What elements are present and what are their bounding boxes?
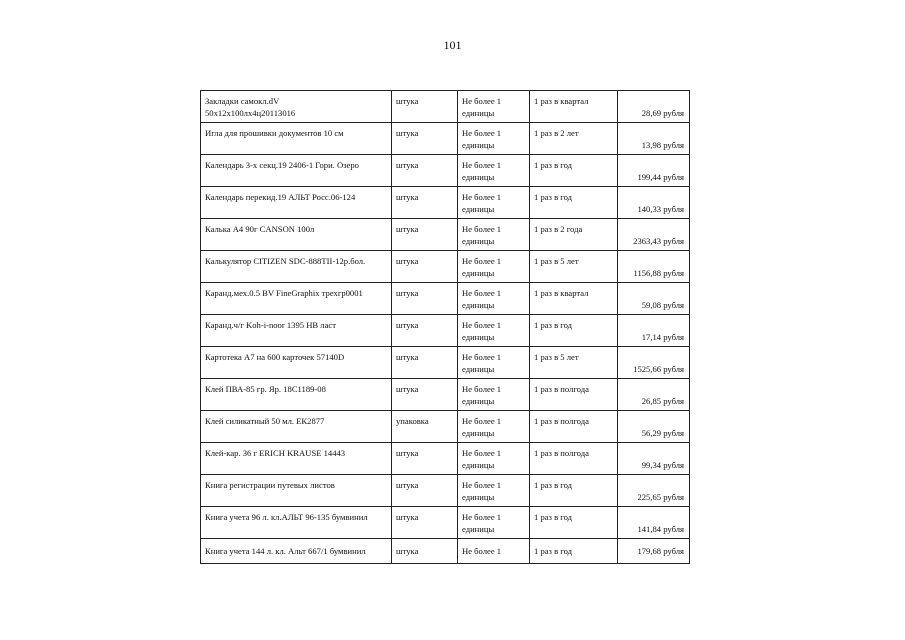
supplies-table [200,90,690,564]
norm-cell [458,347,530,379]
price-text: 99,34 рубля [641,460,684,470]
price-text: 59,08 рубля [641,300,684,310]
unit-text: штука [396,546,419,556]
unit-cell [392,91,458,123]
period-text: 1 раз в год [534,546,573,556]
price-text: 199,44 рубля [637,172,684,182]
norm-text: Не более 1 [462,192,502,202]
item-name-cell [201,283,392,315]
table-row [201,123,690,155]
price-text: 17,14 рубля [641,332,684,342]
item-name-cell [201,251,392,283]
unit-cell [392,507,458,539]
norm-text: Не более 1 [462,96,502,106]
unit-cell [392,379,458,411]
norm-text: единицы [462,364,495,374]
item-name: Книга учета 96 л. кл.АЛЬТ 96-135 бумвинил [205,512,368,522]
table-row [201,155,690,187]
item-name: Игла для прошивки документов 10 см [205,128,344,138]
table-row [201,475,690,507]
item-name-cell [201,123,392,155]
unit-text: штука [396,480,419,490]
unit-cell [392,443,458,475]
item-name: Клей силикатный 50 мл. ЕК2877 [205,416,325,426]
period-cell [530,315,618,347]
table-row [201,347,690,379]
unit-text: штука [396,256,419,266]
period-cell [530,283,618,315]
unit-cell [392,283,458,315]
price-cell [618,443,690,475]
period-text: 1 раз в год [534,512,573,522]
norm-cell [458,283,530,315]
period-cell [530,443,618,475]
norm-cell [458,155,530,187]
item-name: Книга регистрации путевых листов [205,480,335,490]
price-text: 225,65 рубля [637,492,684,502]
norm-text: Не более 1 [462,320,502,330]
norm-cell [458,187,530,219]
unit-text: штука [396,160,419,170]
norm-text: Не более 1 [462,128,502,138]
period-text: 1 раз в год [534,160,573,170]
unit-cell [392,187,458,219]
norm-text: Не более 1 [462,480,502,490]
unit-text: штука [396,224,419,234]
item-name-cell [201,155,392,187]
item-name-cell [201,507,392,539]
item-name-cell [201,539,392,564]
period-cell [530,251,618,283]
unit-text: упаковка [396,416,429,426]
period-cell [530,539,618,564]
unit-text: штука [396,512,419,522]
norm-cell [458,443,530,475]
table-row [201,219,690,251]
price-text: 1525,66 рубля [633,364,684,374]
table-row [201,187,690,219]
item-name: Календарь 3-х секц.19 2406-1 Гори. Озеро [205,160,359,170]
norm-cell [458,379,530,411]
period-text: 1 раз в полгода [534,448,589,458]
norm-text: Не более 1 [462,512,502,522]
price-cell [618,251,690,283]
unit-cell [392,475,458,507]
table-row [201,443,690,475]
unit-cell [392,539,458,564]
item-name-cell [201,443,392,475]
price-cell [618,155,690,187]
norm-text: единицы [462,332,495,342]
item-name: Каранд.ч/г Koh-i-noor 1395 НВ ласт [205,320,336,330]
price-text: 56,29 рубля [641,428,684,438]
period-text: 1 раз в квартал [534,96,589,106]
norm-text: Не более 1 [462,160,502,170]
period-text: 1 раз в квартал [534,288,589,298]
norm-text: единицы [462,140,495,150]
norm-text: единицы [462,300,495,310]
item-name-cell [201,347,392,379]
norm-text: Не более 1 [462,384,502,394]
item-name-cell [201,187,392,219]
norm-cell [458,507,530,539]
unit-cell [392,411,458,443]
period-cell [530,475,618,507]
unit-cell [392,251,458,283]
item-name-cell [201,219,392,251]
unit-cell [392,347,458,379]
price-cell [618,379,690,411]
item-name-cell [201,411,392,443]
unit-cell [392,219,458,251]
norm-text: единицы [462,268,495,278]
item-name: 50x12x100лx4ц20113016 [205,108,296,118]
norm-text: Не более 1 [462,448,502,458]
item-name: Книга учета 144 л. кл. Альт 667/1 бумвинил [205,546,366,556]
table-row [201,379,690,411]
item-name-cell [201,91,392,123]
unit-text: штука [396,448,419,458]
period-text: 1 раз в полгода [534,384,589,394]
norm-text: Не более 1 [462,416,502,426]
norm-text: единицы [462,492,495,502]
norm-text: единицы [462,428,495,438]
unit-text: штука [396,288,419,298]
period-cell [530,155,618,187]
norm-text: единицы [462,172,495,182]
norm-text: Не более 1 [462,288,502,298]
period-text: 1 раз в 5 лет [534,352,579,362]
table-row [201,507,690,539]
period-text: 1 раз в год [534,192,573,202]
norm-text: единицы [462,460,495,470]
table-row [201,91,690,123]
unit-text: штука [396,384,419,394]
price-cell [618,315,690,347]
period-text: 1 раз в год [534,480,573,490]
period-text: 1 раз в полгода [534,416,589,426]
norm-text: Не более 1 [462,256,502,266]
norm-text: единицы [462,236,495,246]
period-text: 1 раз в 2 лет [534,128,579,138]
price-text: 140,33 рубля [637,204,684,214]
price-text: 179,68 рубля [637,546,684,556]
price-cell [618,123,690,155]
price-cell [618,475,690,507]
table-row [201,539,690,564]
period-cell [530,91,618,123]
unit-cell [392,123,458,155]
period-cell [530,347,618,379]
period-cell [530,411,618,443]
norm-cell [458,219,530,251]
item-name: Клей-кар. 36 г ERICH KRAUSE 14443 [205,448,346,458]
norm-text: единицы [462,204,495,214]
norm-text: Не более 1 [462,224,502,234]
norm-cell [458,123,530,155]
table-row [201,251,690,283]
norm-cell [458,315,530,347]
unit-text: штука [396,352,419,362]
price-cell [618,187,690,219]
table-row [201,315,690,347]
price-cell [618,283,690,315]
norm-cell [458,539,530,564]
price-text: 1156,88 рубля [633,268,684,278]
item-name: Календарь перекид.19 АЛЬТ Росс.06-124 [205,192,356,202]
item-name-cell [201,315,392,347]
item-name: Калькулятор CITIZEN SDC-888ТII-12р.бол. [205,256,366,266]
norm-text: Не более 1 [462,352,502,362]
item-name-cell [201,379,392,411]
period-cell [530,219,618,251]
norm-text: единицы [462,396,495,406]
unit-text: штука [396,320,419,330]
norm-cell [458,251,530,283]
period-cell [530,123,618,155]
item-name-cell [201,475,392,507]
unit-cell [392,155,458,187]
price-cell [618,507,690,539]
page-number: 101 [443,38,462,52]
unit-text: штука [396,192,419,202]
norm-text: единицы [462,524,495,534]
table-row [201,283,690,315]
period-text: 1 раз в 5 лет [534,256,579,266]
norm-cell [458,475,530,507]
price-text: 13,98 рубля [641,140,684,150]
item-name: Каранд.мех.0.5 BV FineGraphix трехгр0001 [205,288,363,298]
item-name: Клей ПВА-85 гр. Яр. 18С1189-08 [205,384,326,394]
table-row [201,411,690,443]
price-text: 2363,43 рубля [633,236,684,246]
item-name: Калька А4 90г CANSON 100л [205,224,315,234]
period-cell [530,187,618,219]
unit-cell [392,315,458,347]
item-name: Картотека А7 на 600 карточек 57140D [205,352,345,362]
price-text: 141,84 рубля [637,524,684,534]
price-cell [618,411,690,443]
period-text: 1 раз в 2 года [534,224,583,234]
norm-cell [458,91,530,123]
price-text: 28,69 рубля [641,108,684,118]
price-cell [618,91,690,123]
period-cell [530,507,618,539]
norm-text: Не более 1 [462,546,502,556]
price-cell [618,347,690,379]
item-name: Закладки самокл.dV [205,96,280,106]
price-text: 26,85 рубля [641,396,684,406]
unit-text: штука [396,96,419,106]
price-cell [618,219,690,251]
period-cell [530,379,618,411]
price-cell [618,539,690,564]
unit-text: штука [396,128,419,138]
norm-text: единицы [462,108,495,118]
period-text: 1 раз в год [534,320,573,330]
norm-cell [458,411,530,443]
table-body [201,91,690,564]
